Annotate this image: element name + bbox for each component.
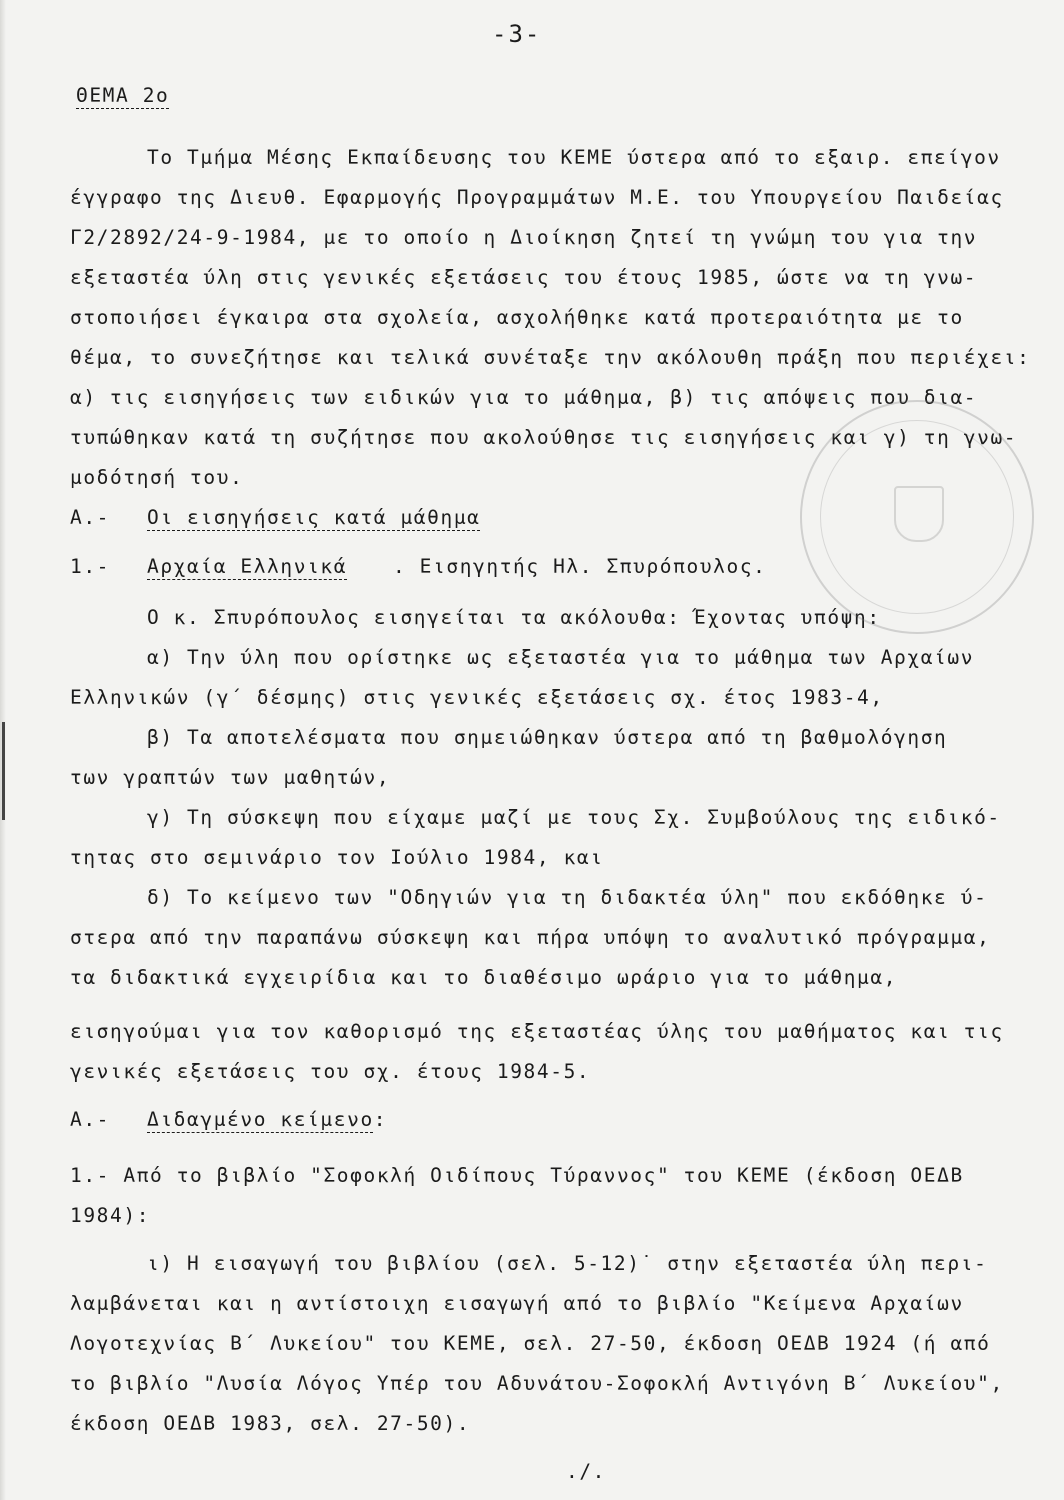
official-stamp	[800, 400, 1034, 634]
intro-line: έγγραφο της Διευθ. Εφαρμογής Προγραμμάτων Μ.Ε. του Υπουργείου Παιδείας	[70, 186, 1004, 209]
body-line: γενικές εξετάσεις του σχ. έτους 1984-5.	[70, 1060, 591, 1083]
body-line: στερα από την παραπάνω σύσκεψη και πήρα υπόψη το αναλυτικό πρόγραμμα,	[70, 926, 991, 949]
item-rapporteur: . Εισηγητής Ηλ. Σπυρόπουλος.	[393, 555, 767, 578]
body-line: Ο κ. Σπυρόπουλος εισηγείται τα ακόλουθα: Έχοντας υπόψη:	[147, 606, 881, 629]
body-line: τα διδακτικά εγχειρίδια και το διαθέσιμο ωράριο για το μάθημα,	[70, 966, 898, 989]
body-line: τητας στο σεμινάριο τον Ιούλιο 1984, και	[70, 846, 604, 869]
item-line: 1984):	[70, 1204, 151, 1227]
section-title: Οι εισηγήσεις κατά μάθημα	[147, 506, 481, 529]
body-line: των γραπτών των μαθητών,	[70, 766, 391, 789]
page-number: -3-	[492, 20, 542, 48]
item-line: ι) Η εισαγωγή του βιβλίου (σελ. 5-12)˙ στην εξεταστέα ύλη περι-	[147, 1252, 988, 1275]
section-title: Διδαγμένο κείμενο	[147, 1108, 374, 1131]
body-line: β) Τα αποτελέσματα που σημειώθηκαν ύστερα από τη βαθμολόγηση	[147, 726, 948, 749]
body-line: Ελληνικών (γ΄ δέσμης) στις γενικές εξετάσεις σχ. έτος 1983-4,	[70, 686, 884, 709]
item-line: το βιβλίο "Λυσία Λόγος Υπέρ του Αδυνάτου-Σοφοκλή Αντιγόνη Β΄ Λυκείου",	[70, 1372, 1004, 1395]
body-line: α) Την ύλη που ορίστηκε ως εξεταστέα για το μάθημα των Αρχαίων	[147, 646, 975, 669]
section-label: Α.-	[70, 1108, 111, 1131]
item-line: Λογοτεχνίας Β΄ Λυκείου" του ΚΕΜΕ, σελ. 27-50, έκδοση ΟΕΔΒ 1924 (ή από	[70, 1332, 991, 1355]
intro-line: στοποιήσει έγκαιρα στα σχολεία, ασχολήθηκε κατά προτεραιότητα με το	[70, 306, 964, 329]
section-title-suffix: :	[373, 1108, 388, 1131]
coat-of-arms-icon	[894, 486, 944, 542]
continuation-mark: ./.	[566, 1460, 607, 1483]
body-line: εισηγούμαι για τον καθορισμό της εξεταστέας ύλης του μαθήματος και τις	[70, 1020, 1004, 1043]
intro-line: τυπώθηκαν κατά τη συζήτησε που ακολούθησε τις εισηγήσεις και γ) τη γνω-	[70, 426, 1018, 449]
intro-line: εξεταστέα ύλη στις γενικές εξετάσεις του έτους 1985, ώστε να τη γνω-	[70, 266, 978, 289]
intro-line: μοδότησή του.	[70, 466, 244, 489]
section-title-wrap	[147, 1110, 387, 1130]
intro-line: θέμα, το συνεζήτησε και τελικά συνέταξε την ακόλουθη πράξη που περιέχει:	[70, 346, 1031, 369]
section-label: Α.-	[70, 506, 111, 529]
binding-mark	[2, 722, 5, 820]
item-line: λαμβάνεται και η αντίστοιχη εισαγωγή από το βιβλίο "Κείμενα Αρχαίων	[70, 1292, 964, 1315]
item-line: έκδοση ΟΕΔΒ 1983, σελ. 27-50).	[70, 1412, 471, 1435]
item-subject: Αρχαία Ελληνικά	[147, 555, 348, 578]
intro-line: α) τις εισηγήσεις των ειδικών για το μάθημα, β) τις απόψεις που δια-	[70, 386, 978, 409]
item-label: 1.-	[70, 555, 111, 578]
intro-line: Το Τμήμα Μέσης Εκπαίδευσης του ΚΕΜΕ ύστερα από το εξαιρ. επείγον	[147, 146, 1001, 169]
intro-line: Γ2/2892/24-9-1984, με το οποίο η Διοίκηση ζητεί τη γνώμη του για την	[70, 226, 978, 249]
body-line: δ) Το κείμενο των "Οδηγιών για τη διδακτέα ύλη" που εκδόθηκε ύ-	[147, 886, 988, 909]
heading: ΘΕΜΑ 2ο	[76, 84, 170, 107]
body-line: γ) Τη σύσκεψη που είχαμε μαζί με τους Σχ. Συμβούλους της ειδικό-	[147, 806, 1001, 829]
item-line: 1.- Από το βιβλίο "Σοφοκλή Οιδίπους Τύραννος" του ΚΕΜΕ (έκδοση ΟΕΔΒ	[70, 1164, 964, 1187]
